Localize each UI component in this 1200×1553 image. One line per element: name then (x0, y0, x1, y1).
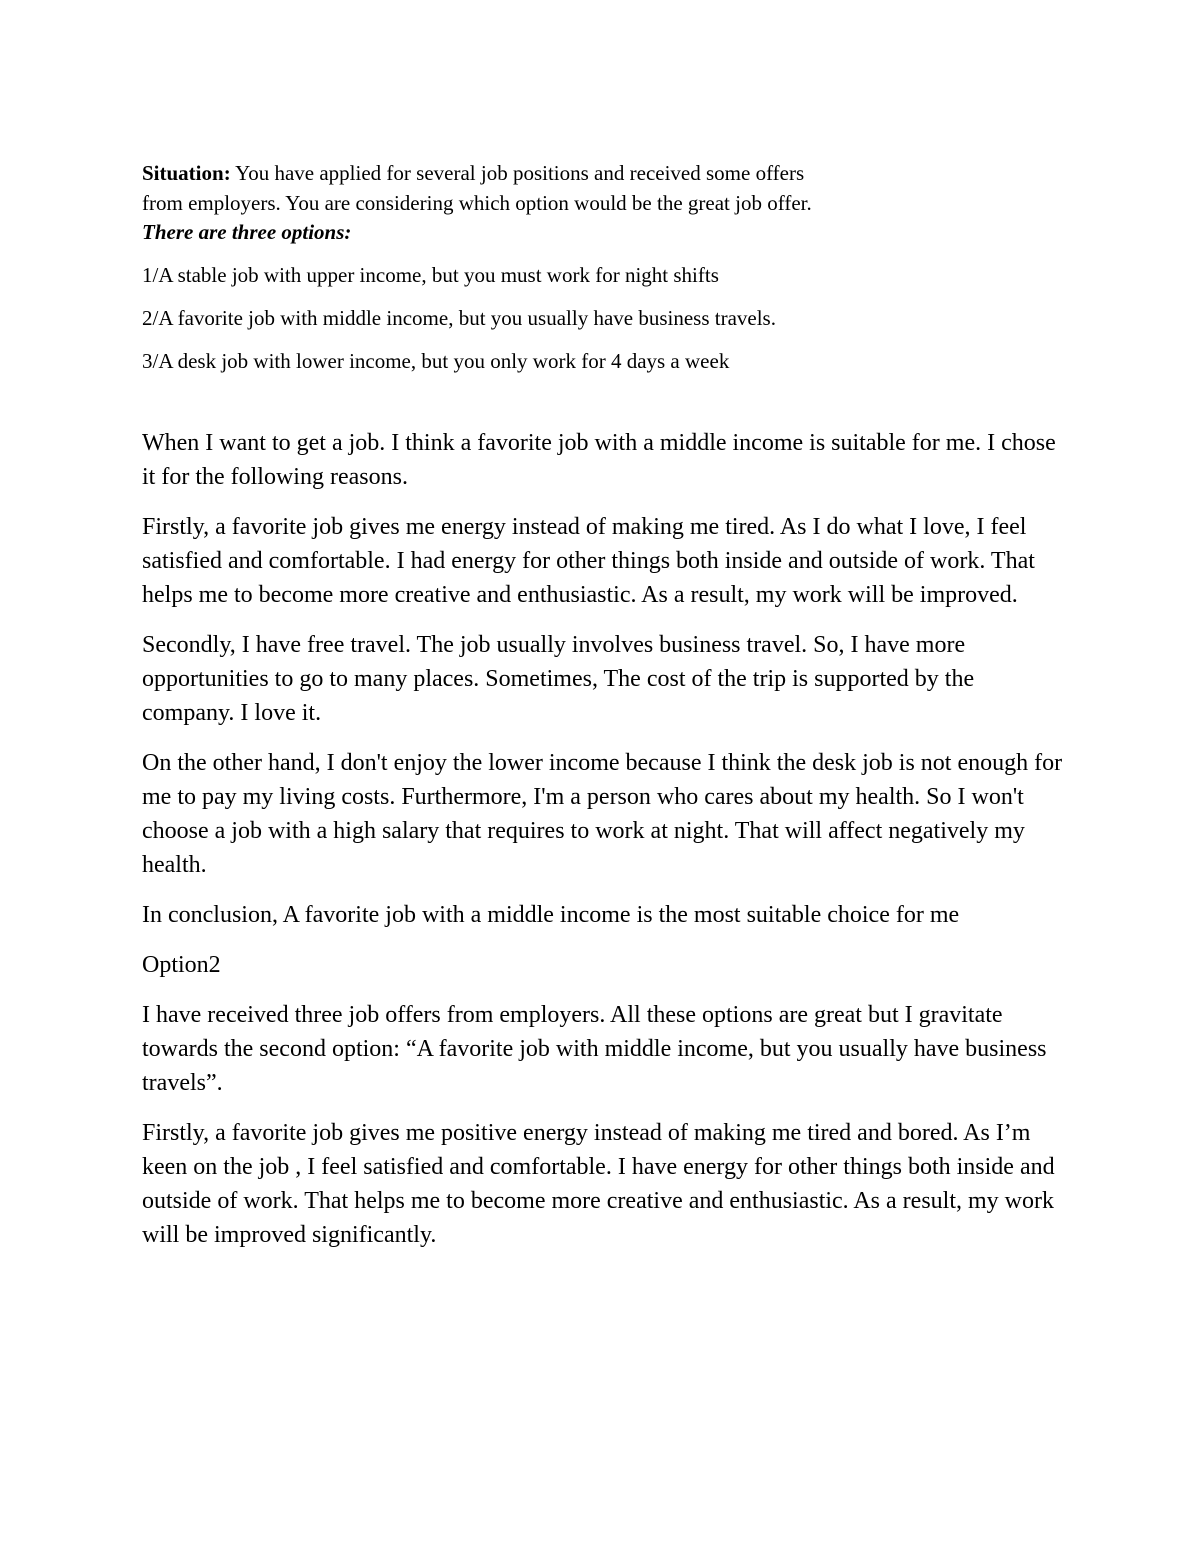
essay-body (142, 426, 1072, 1268)
option-item-1: 1/A stable job with upper income, but you must work for night shifts (142, 263, 719, 287)
essay-paragraph-firstly: Firstly, a favorite job gives me energy instead of making me tired. As I do what I love, I feel satisfied and comfortable. I had energy for other things both inside and outside of work. That helps me to become more creative and enthusiastic. As a result, my work will be improved. (142, 514, 1035, 608)
essay-option2-firstly: Firstly, a favorite job gives me positive energy instead of making me tired and bored. As I’m keen on the job , I feel satisfied and comfortable. I have energy for other things both inside and outside of work. That helps me to become more creative and enthusiastic. As a result, my work will be improved significantly. (142, 1120, 1055, 1248)
situation-line-1 (142, 158, 1042, 188)
essay-option2-intro: I have received three job offers from employers. All these options are great but I gravitate towards the second option: “A favorite job with middle income, but you usually have business travels”. (142, 1002, 1047, 1096)
situation-line-2: from employers. You are considering which option would be the great job offer. (142, 191, 812, 215)
essay-option2-heading: Option2 (142, 952, 221, 978)
essay-paragraph-other-hand: On the other hand, I don't enjoy the lower income because I think the desk job is not enough for me to pay my living costs. Furthermore, I'm a person who cares about my health. So I won't choose a job with a high salary that requires to work at night. That will affect negatively my health. (142, 750, 1063, 878)
option-item-3: 3/A desk job with lower income, but you only work for 4 days a week (142, 349, 730, 373)
essay-paragraph-secondly: Secondly, I have free travel. The job usually involves business travel. So, I have more opportunities to go to many places. Sometimes, The cost of the trip is supported by the company. I love it. (142, 632, 975, 726)
essay-paragraph-conclusion: In conclusion, A favorite job with a middle income is the most suitable choice for me (142, 902, 960, 928)
situation-block (142, 158, 1042, 375)
situation-text-1: You have applied for several job positions and received some offers (230, 161, 805, 185)
situation-label: Situation: (142, 161, 231, 185)
options-heading: There are three options: (142, 220, 352, 244)
essay-paragraph-intro: When I want to get a job. I think a favorite job with a middle income is suitable for me. I chose it for the following reasons. (142, 430, 1056, 490)
option-item-2: 2/A favorite job with middle income, but you usually have business travels. (142, 306, 776, 330)
